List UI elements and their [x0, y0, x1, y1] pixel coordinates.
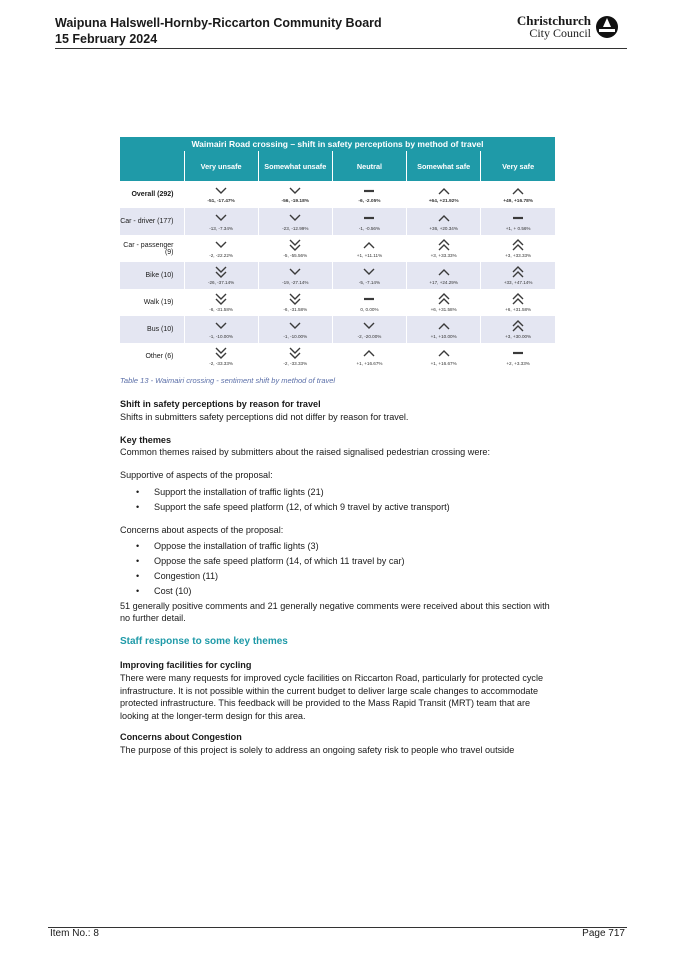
table-cell: [332, 181, 406, 208]
double-chevron-up-icon: [407, 239, 480, 251]
chevron-down-icon: [333, 266, 406, 278]
concerns-intro: Concerns about aspects of the proposal:: [120, 524, 284, 535]
supportive-intro: Supportive of aspects of the proposal:: [120, 470, 273, 481]
cell-value: +33, +47.14%: [503, 280, 533, 285]
table-grid: [120, 151, 555, 370]
cell-value: -1, -0.56%: [358, 226, 381, 231]
cell-value: +6, +31.58%: [430, 307, 457, 312]
cell-value: -23, -12.99%: [282, 226, 309, 231]
chevron-up-icon: [333, 347, 406, 359]
cell-value: -2, -33.33%: [209, 361, 233, 366]
chevron-down-icon: [185, 185, 258, 197]
dash-icon: [333, 185, 406, 197]
table-row: [120, 181, 555, 208]
cell-value: -6, -31.58%: [209, 307, 233, 312]
table-cell: [332, 235, 406, 262]
double-chevron-up-icon: [481, 293, 555, 305]
cell-value: 0, 0.00%: [360, 307, 379, 312]
paragraph-congestion: The purpose of this project is solely to address an ongoing safety risk to people who travel outside: [120, 744, 515, 755]
cell-value: -13, -7.34%: [209, 226, 233, 231]
list-item: • Support the installation of traffic lights (21): [154, 486, 560, 499]
table-cell: [258, 316, 332, 343]
document-header: [55, 15, 382, 47]
cell-value: -2, -20.00%: [357, 334, 382, 339]
cell-value: -19, -27.14%: [282, 280, 309, 285]
table-cell: [184, 181, 258, 208]
table-cell: [184, 289, 258, 316]
heading-reason: Shift in safety perceptions by reason for travel: [120, 399, 321, 409]
double-chevron-down-icon: [185, 266, 258, 278]
table-cell: [184, 343, 258, 370]
cell-value: -1, -10.00%: [283, 334, 308, 339]
table-cell: [258, 181, 332, 208]
table-cell: [481, 343, 555, 370]
table-caption: Table 13 - Waimairi crossing - sentiment shift by method of travel: [120, 376, 336, 385]
table-cell: [184, 235, 258, 262]
table-cell: [481, 181, 555, 208]
double-chevron-up-icon: [481, 266, 555, 278]
table-row: [120, 262, 555, 289]
cell-value: +1, +11.11%: [356, 253, 383, 258]
table-row: [120, 343, 555, 370]
row-label: Other (6): [120, 343, 184, 370]
paragraph-cycling: There were many requests for improved cycle facilities on Riccarton Road, particularly for protected cycle infrastructure. It is not possible within the current budget to deliver large scale changes to accommodate protected infrastructure. This feedback will be provided to the Mass Rapid Transit (MRT) team that are looking at the longer-term design for this area.: [120, 672, 544, 722]
cell-value: +64, +21.92%: [428, 199, 459, 204]
table-cell: [407, 208, 481, 235]
table-cell: [258, 235, 332, 262]
column-header: Somewhat unsafe: [258, 151, 332, 181]
row-label: Bus (10): [120, 316, 184, 343]
list-item: • Cost (10): [154, 585, 560, 598]
cell-value: +3, +33.33%: [505, 253, 532, 258]
table-cell: [481, 316, 555, 343]
cell-value: +3, +33.33%: [430, 253, 457, 258]
double-chevron-down-icon: [259, 293, 332, 305]
logo-line2: City Council: [529, 26, 591, 40]
table-cell: [332, 208, 406, 235]
row-label: Car - passenger (9): [120, 235, 184, 262]
cell-value: +49, +16.78%: [503, 199, 534, 204]
double-chevron-down-icon: [185, 347, 258, 359]
table-header-row: [120, 151, 555, 181]
chevron-down-icon: [259, 212, 332, 224]
heading-cycling: Improving facilities for cycling: [120, 659, 252, 670]
column-header: Somewhat safe: [407, 151, 481, 181]
item-number: Item No.: 8: [50, 928, 99, 939]
table-cell: [332, 289, 406, 316]
logo-line1: Christchurch: [516, 13, 591, 28]
list-item: • Support the safe speed platform (12, of which 9 travel by active transport): [154, 501, 560, 514]
chevron-down-icon: [333, 320, 406, 332]
double-chevron-down-icon: [259, 347, 332, 359]
list-item: • Congestion (11): [154, 570, 560, 583]
table-cell: [407, 289, 481, 316]
concerns-list: [120, 540, 560, 597]
table-corner: [120, 151, 184, 181]
cell-value: -1, -10.00%: [209, 334, 233, 339]
paragraph-key-themes: Common themes raised by submitters about the raised signalised pedestrian crossing were:: [120, 447, 490, 458]
column-header: Neutral: [332, 151, 406, 181]
cell-value: -26, -37.14%: [207, 280, 235, 285]
chevron-down-icon: [259, 320, 332, 332]
cell-value: +3, +30.00%: [505, 334, 532, 339]
cell-value: +36, +20.34%: [429, 226, 458, 231]
table-cell: [481, 262, 555, 289]
column-header: Very unsafe: [184, 151, 258, 181]
table-title: Waimairi Road crossing – shift in safety perceptions by method of travel: [120, 137, 555, 151]
chevron-down-icon: [185, 320, 258, 332]
double-chevron-up-icon: [407, 293, 480, 305]
table-cell: [332, 262, 406, 289]
table-cell: [481, 208, 555, 235]
cell-value: -2, -33.33%: [283, 361, 308, 366]
chevron-down-icon: [185, 239, 258, 251]
cell-value: -6, -2.05%: [358, 199, 381, 204]
double-chevron-up-icon: [481, 320, 555, 332]
footer-divider: [48, 927, 627, 928]
table-cell: [407, 343, 481, 370]
table-cell: [258, 262, 332, 289]
cell-value: -6, -31.58%: [283, 307, 308, 312]
table-cell: [258, 343, 332, 370]
table-cell: [332, 343, 406, 370]
cell-value: -51, -17.47%: [207, 199, 235, 204]
cell-value: +2, +3.33%: [506, 361, 530, 366]
table-cell: [407, 235, 481, 262]
list-item: • Oppose the safe speed platform (14, of which 11 travel by car): [154, 555, 560, 568]
table-cell: [332, 316, 406, 343]
heading-key-themes: Key themes: [120, 434, 172, 445]
double-chevron-down-icon: [259, 239, 332, 251]
cell-value: -5, -55.56%: [283, 253, 308, 258]
dash-icon: [481, 347, 555, 359]
chevron-up-icon: [407, 212, 480, 224]
row-label: Car - driver (177): [120, 208, 184, 235]
row-label: Walk (19): [120, 289, 184, 316]
column-header: Very safe: [481, 151, 555, 181]
table-cell: [258, 289, 332, 316]
chevron-up-icon: [407, 185, 480, 197]
double-chevron-up-icon: [481, 239, 555, 251]
row-label: Overall (292): [120, 181, 184, 208]
chevron-up-icon: [407, 266, 480, 278]
chevron-up-icon: [481, 185, 555, 197]
chevron-down-icon: [185, 212, 258, 224]
heading-staff-response: Staff response to some key themes: [120, 636, 288, 648]
cell-value: -2, -22.22%: [209, 253, 233, 258]
dash-icon: [333, 212, 406, 224]
cell-value: -56, -19.18%: [281, 199, 310, 204]
meeting-date: 15 February 2024: [55, 32, 158, 46]
table-cell: [184, 208, 258, 235]
document-body: [120, 398, 560, 757]
table-row: [120, 316, 555, 343]
paragraph-comments: 51 generally positive comments and 21 generally negative comments were received about this section with no further detail.: [120, 600, 550, 624]
chevron-up-icon: [407, 320, 480, 332]
paragraph-reason: Shifts in submitters safety perceptions did not differ by reason for travel.: [120, 411, 409, 422]
table-row: [120, 208, 555, 235]
cathedral-icon: [595, 15, 619, 39]
cell-value: +1, +16.67%: [430, 361, 457, 366]
safety-perception-table: [120, 137, 555, 370]
table-cell: [184, 262, 258, 289]
supportive-list: [120, 486, 560, 514]
double-chevron-down-icon: [185, 293, 258, 305]
row-label: Bike (10): [120, 262, 184, 289]
chevron-down-icon: [259, 185, 332, 197]
table-cell: [184, 316, 258, 343]
table-cell: [481, 235, 555, 262]
dash-icon: [333, 293, 406, 305]
header-divider: [55, 48, 627, 49]
table-row: [120, 235, 555, 262]
chevron-up-icon: [333, 239, 406, 251]
cell-value: +1, +16.67%: [356, 361, 383, 366]
dash-icon: [481, 212, 555, 224]
page-number: Page 717: [582, 928, 625, 939]
table-cell: [407, 262, 481, 289]
table-cell: [407, 316, 481, 343]
council-logo: [517, 14, 619, 40]
cell-value: -5, -7.14%: [358, 280, 381, 285]
table-cell: [481, 289, 555, 316]
table-cell: [407, 181, 481, 208]
cell-value: +6, +31.58%: [505, 307, 532, 312]
cell-value: +1, +10.00%: [430, 334, 457, 339]
chevron-up-icon: [407, 347, 480, 359]
table-row: [120, 289, 555, 316]
cell-value: +1, + 0.56%: [505, 226, 531, 231]
board-name: Waipuna Halswell-Hornby-Riccarton Community Board: [55, 16, 382, 30]
cell-value: +17, +24.29%: [429, 280, 458, 285]
table-cell: [258, 208, 332, 235]
heading-congestion: Concerns about Congestion: [120, 731, 242, 742]
list-item: • Oppose the installation of traffic lights (3): [154, 540, 560, 553]
chevron-down-icon: [259, 266, 332, 278]
